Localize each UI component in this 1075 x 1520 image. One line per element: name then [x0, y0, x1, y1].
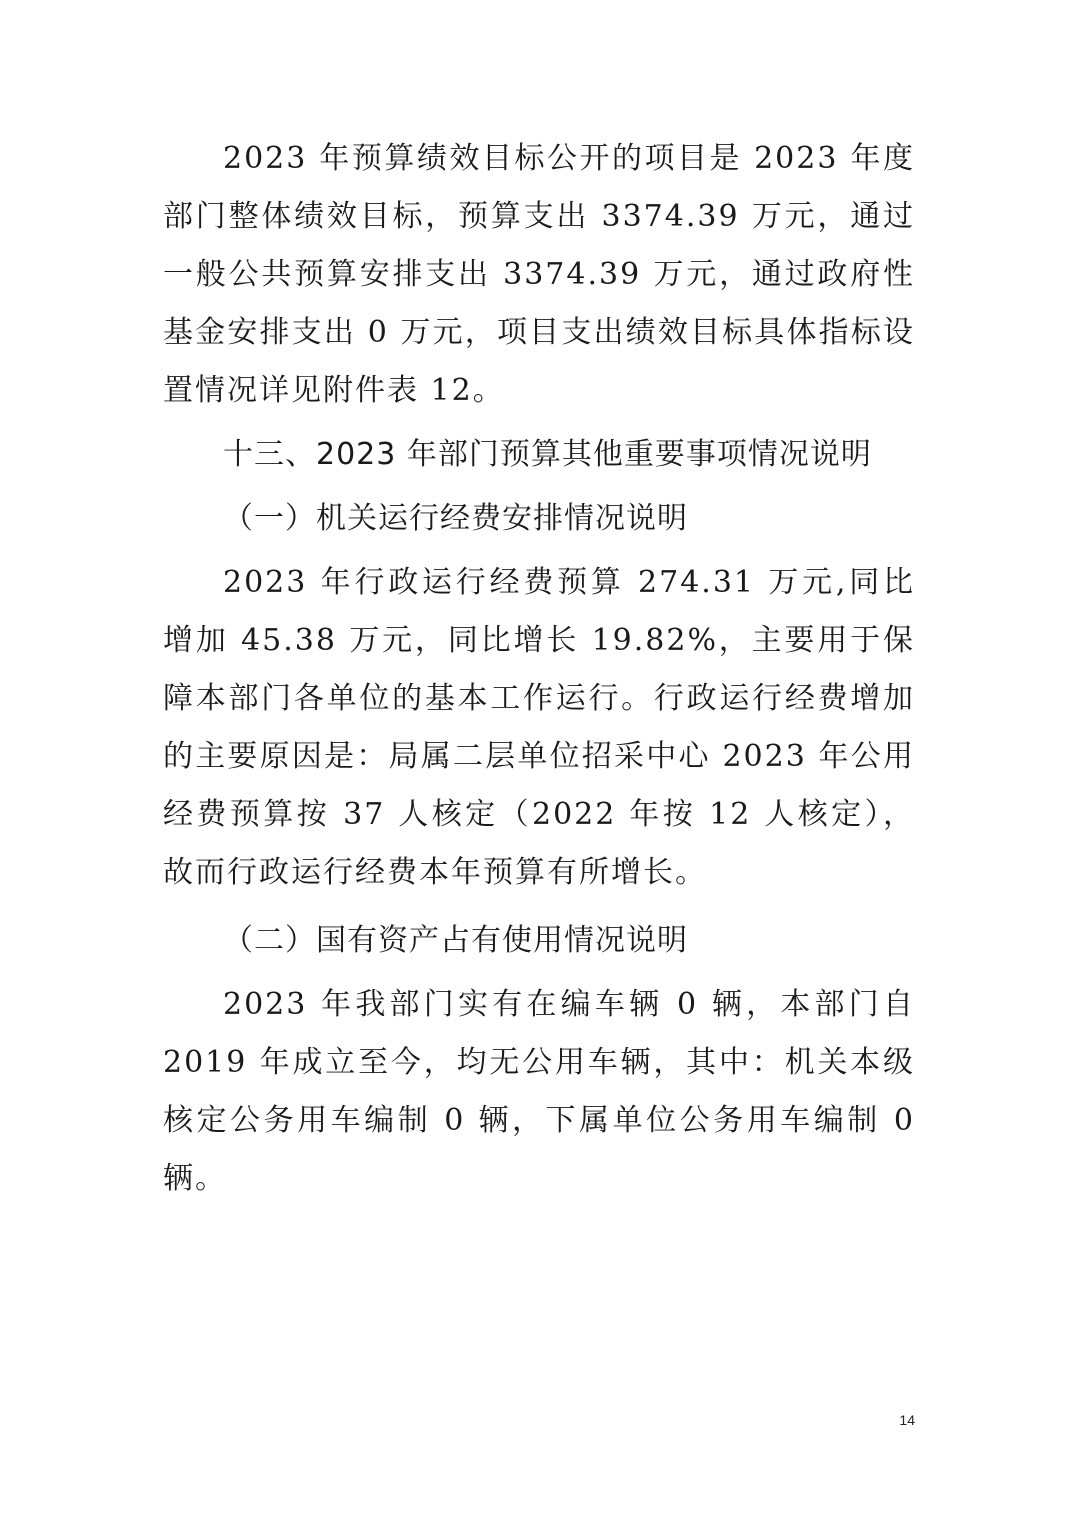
section-heading-13: 十三、2023 年部门预算其他重要事项情况说明 [223, 437, 872, 472]
page-number: 14 [899, 1412, 915, 1428]
subsection-heading-1: （一）机关运行经费安排情况说明 [223, 501, 688, 536]
page-content [163, 130, 915, 1208]
paragraph-state-assets: 2023 年我部门实有在编车辆 0 辆，本部门自 2019 年成立至今，均无公用车辆，其中：机关本级核定公务用车编制 0 辆，下属单位公务用车编制 0 辆。 [163, 987, 915, 1196]
paragraph-performance-goals: 2023 年预算绩效目标公开的项目是 2023 年度部门整体绩效目标，预算支出 3374.39 万元，通过一般公共预算安排支出 3374.39 万元，通过政府性基金安排支出 0 万元，项目支出绩效目标具体指标设置情况详见附件表 12。 [163, 141, 915, 408]
paragraph-operating-expenses: 2023 年行政运行经费预算 274.31 万元,同比增加 45.38 万元，同比增长 19.82%，主要用于保障本部门各单位的基本工作运行。行政运行经费增加的主要原因是：局属二层单位招采中心 2023 年公用经费预算按 37 人核定（2022 年按 12 人核定），故而行政运行经费本年预算有所增长。 [163, 565, 915, 890]
subsection-heading-2: （二）国有资产占有使用情况说明 [223, 923, 688, 958]
